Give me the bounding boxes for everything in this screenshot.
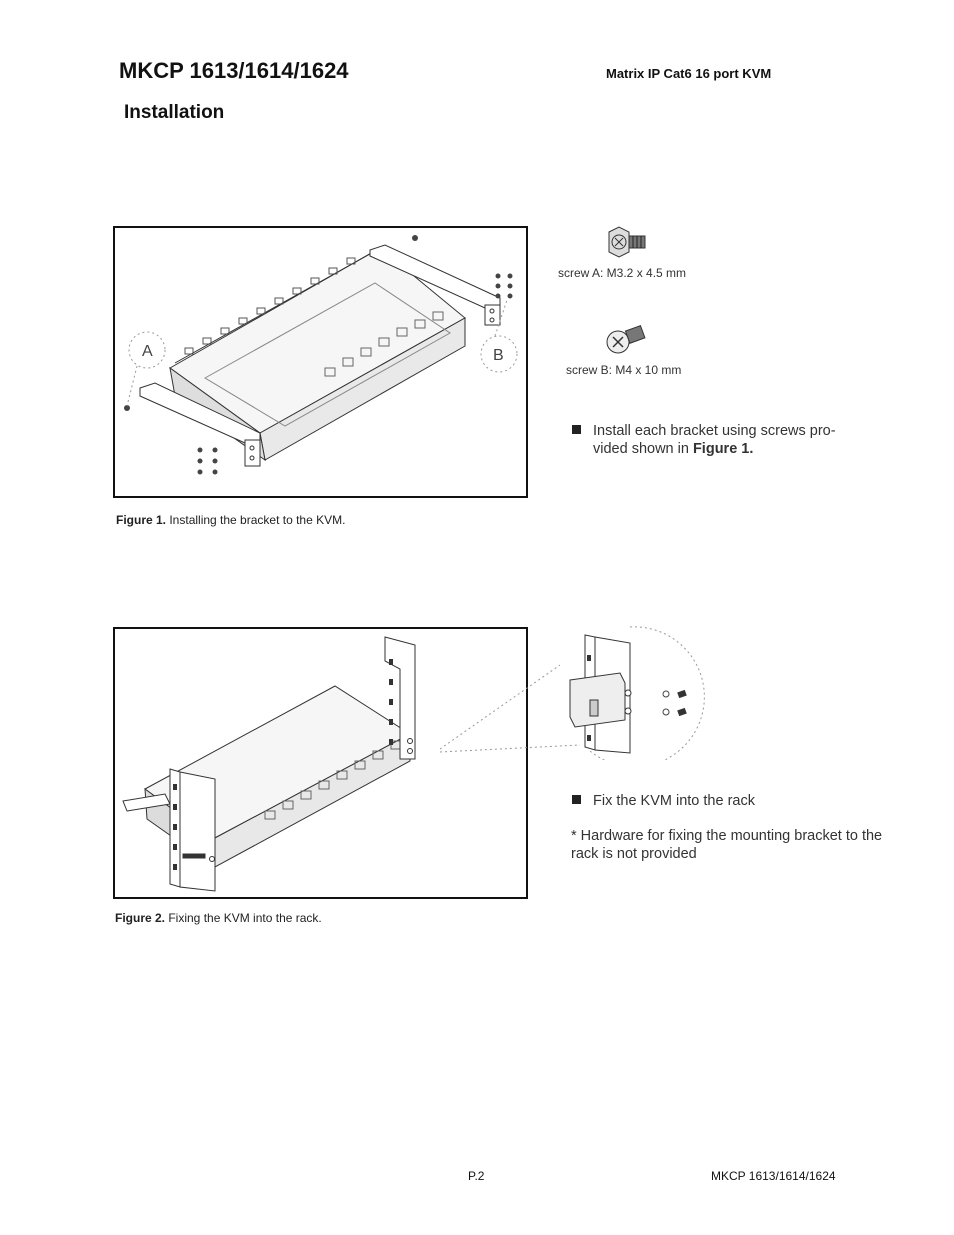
page-number: P.2 — [468, 1169, 485, 1183]
figure-1-illustration — [115, 228, 526, 496]
document-title: MKCP 1613/1614/1624 — [119, 58, 349, 83]
callout-b-label: B — [493, 347, 504, 364]
rack-detail-zoom — [430, 625, 710, 760]
hardware-note: * Hardware for fixing the mounting bracket to the rack is not provided — [571, 828, 883, 862]
figure-1-frame — [113, 226, 528, 498]
bullet-square-icon — [572, 425, 581, 434]
step-2-instruction: Fix the KVM into the rack — [572, 792, 755, 810]
callout-a-label: A — [142, 343, 153, 360]
step-1-instruction: Install each bracket using screws pro- vided shown in Figure 1. — [572, 422, 872, 458]
screw-a-icon — [605, 226, 649, 260]
screw-b-label: screw B: M4 x 10 mm — [566, 363, 682, 377]
document-subtitle: Matrix IP Cat6 16 port KVM — [606, 66, 772, 81]
screw-a-label: screw A: M3.2 x 4.5 mm — [558, 266, 687, 280]
bullet-square-icon — [572, 795, 581, 804]
section-title: Installation — [124, 102, 225, 123]
footer-model: MKCP 1613/1614/1624 — [711, 1169, 836, 1183]
figure-1-caption: Figure 1. Installing the bracket to the KVM. — [116, 513, 346, 527]
figure-2-caption: Figure 2. Fixing the KVM into the rack. — [115, 911, 322, 925]
screw-b-icon — [605, 322, 649, 358]
